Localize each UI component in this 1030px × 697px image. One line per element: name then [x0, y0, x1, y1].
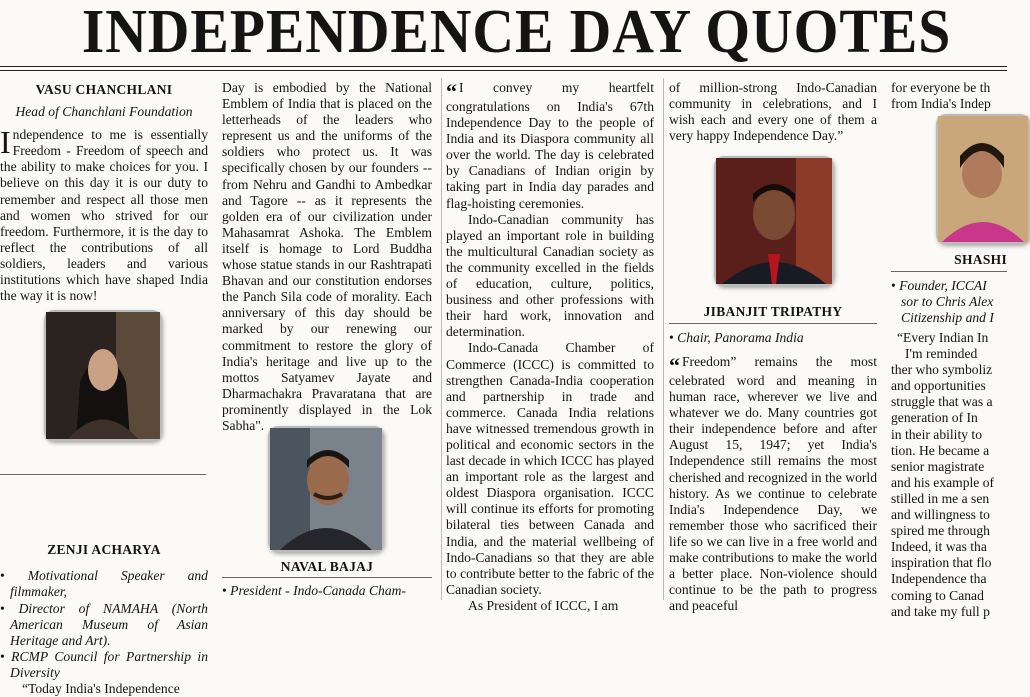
column-shashi-top: for everyone be th from India's Indep — [891, 80, 991, 112]
author-name-shashi: SHASHI — [954, 252, 1007, 267]
section-rule — [0, 474, 206, 475]
author-roles-shashi: • Founder, ICCAI sor to Chris Alex Citizenship and I — [891, 278, 1007, 328]
author-roles-zenji — [0, 568, 208, 681]
quote-p4: As President of ICCC, I am — [468, 597, 619, 613]
dropcap: I — [0, 124, 11, 161]
role-bullet: • RCMP Council for Partnership in Diversity — [0, 649, 208, 681]
column-iccc-end: of million-strong Indo-Canadian community in celebrations, and I wish each and every one of them a very happy Independence Day.” — [669, 80, 877, 144]
column-iccc-quote — [446, 79, 654, 613]
quote-p2: Indo-Canadian community has played an important role in building the multicultural Canadian society as the community excelled in the fields of education, culture, politics, business and other professions with their hard work, innovation and determination. — [446, 211, 654, 340]
author-title-vasu: Head of Chanchlani Foundation — [15, 104, 193, 120]
portrait-jibanjit-tripathy — [714, 156, 834, 286]
quote-mark: “ — [669, 353, 680, 378]
column-divider — [441, 78, 442, 600]
portrait-naval-bajaj — [268, 426, 384, 552]
column-naval-text: Day is embodied by the National Emblem of India that is placed on the letterheads of the leaders who represent us and the uniforms of the soldiers who protect us. It was specifically chosen by our founders -- from Nehru and Gandhi to Ambedkar and Tagore -- as it represents the golden era of our civilization under Mahasamrat Ashoka. The Emblem itself is homage to Lord Buddha whose statue stands in our Rashtrapati Bhavan and our constitution endorses the Panch Sila code of morality. Each anniversary of this day should be marked by our renewing our commitment to restore the glory of India's heritage and live up to the mottos Satyamev Jayate and Dharmachakra Pravaratana that are prominently displayed in the Lok Sabha". — [222, 80, 432, 433]
role-bullet: • Motivational Speaker and filmmaker, — [0, 568, 208, 600]
section-rule — [222, 577, 432, 578]
author-name-vasu: VASU CHANCHLANI — [35, 82, 173, 97]
section-rule — [669, 323, 877, 324]
portrait-image — [938, 116, 1028, 242]
quote-p1: “ I convey my heartfelt congratulations on India's 67th Independence Day to the people of India and its Diaspora community all over the world. The day is celebrated by Canadians of Indian origin by taking part in India day parades and flag-hoisting ceremonies. — [446, 79, 654, 211]
portrait-shashi — [936, 114, 1030, 244]
portrait-zenji-acharya — [44, 310, 162, 441]
quote-jibanjit: “ Freedom” remains the most celebrated word and meaning in human race, wherever we live and whatever we do. Many countries got their independence before and after August 15, 1947; yet India's Independence still remains the most cherished and recognized in the world history. As we continue to celebrate India's Independence Day, we remember those who sacrificed their life so we can live in a free world and make contributions to make the world a better place. Non-violence should continue to be the path to progress and peaceful — [669, 353, 877, 614]
author-name-jibanjit: JIBANJIT TRIPATHY — [703, 304, 843, 319]
headline-rule-top — [0, 66, 1007, 67]
quote-shashi: “Every Indian In I'm reminded ther who symboliz and opportunities struggle that was a generation of In in their ability to tion. He became a senior magistrate and his example of stilled in me a sen and willingness to spired me through Indeed, it was tha inspiration that flo Independence tha coming to Canad and take my full p — [891, 330, 995, 619]
section-rule — [891, 271, 1007, 272]
author-name-zenji: ZENJI ACHARYA — [47, 542, 161, 558]
author-name-naval: NAVAL BAJAJ — [280, 559, 374, 574]
quote-p3: Indo-Canada Chamber of Commerce (ICCC) is committed to strengthen Canada-India cooperation and partnership in trade and commerce. Canada India relations have witnessed tremendous growth in political and economic sectors in the last decade in which ICCC has played an important role as the largest and oldest Diaspora organisation. ICCC will continue its efforts for promoting bilateral ties between Canada and India, and the material wellbeing of Indo-Canadians so that they are able to contribute better to the fabric of the Canadian society. — [446, 340, 654, 597]
portrait-image — [46, 312, 160, 439]
headline-rule-bottom — [0, 70, 1007, 71]
author-role-jibanjit: • Chair, Panorama India — [669, 330, 877, 348]
column-divider — [663, 78, 664, 600]
portrait-image — [270, 428, 382, 550]
portrait-image — [716, 158, 832, 284]
quote-mark: “ — [446, 79, 457, 104]
author-role-naval: • President - Indo-Canada Cham- — [222, 583, 432, 600]
headline: INDEPENDENCE DAY QUOTES — [81, 0, 952, 66]
quote-vasu: Independence to me is essentially Freedom - Freedom of speech and the ability to make choices for you. I believe on this day it is our duty to remember and respect all those men and women who strived for our freedom. Furthermore, it is the day to reflect the contributions of all soldiers, leaders and various institutions which have shaped India the way it is now! — [0, 124, 208, 304]
role-bullet: • Director of NAMAHA (North American Museum of Asian Heritage and Art). — [0, 601, 208, 649]
quote-zenji-start: “Today India's Independence — [22, 680, 180, 696]
